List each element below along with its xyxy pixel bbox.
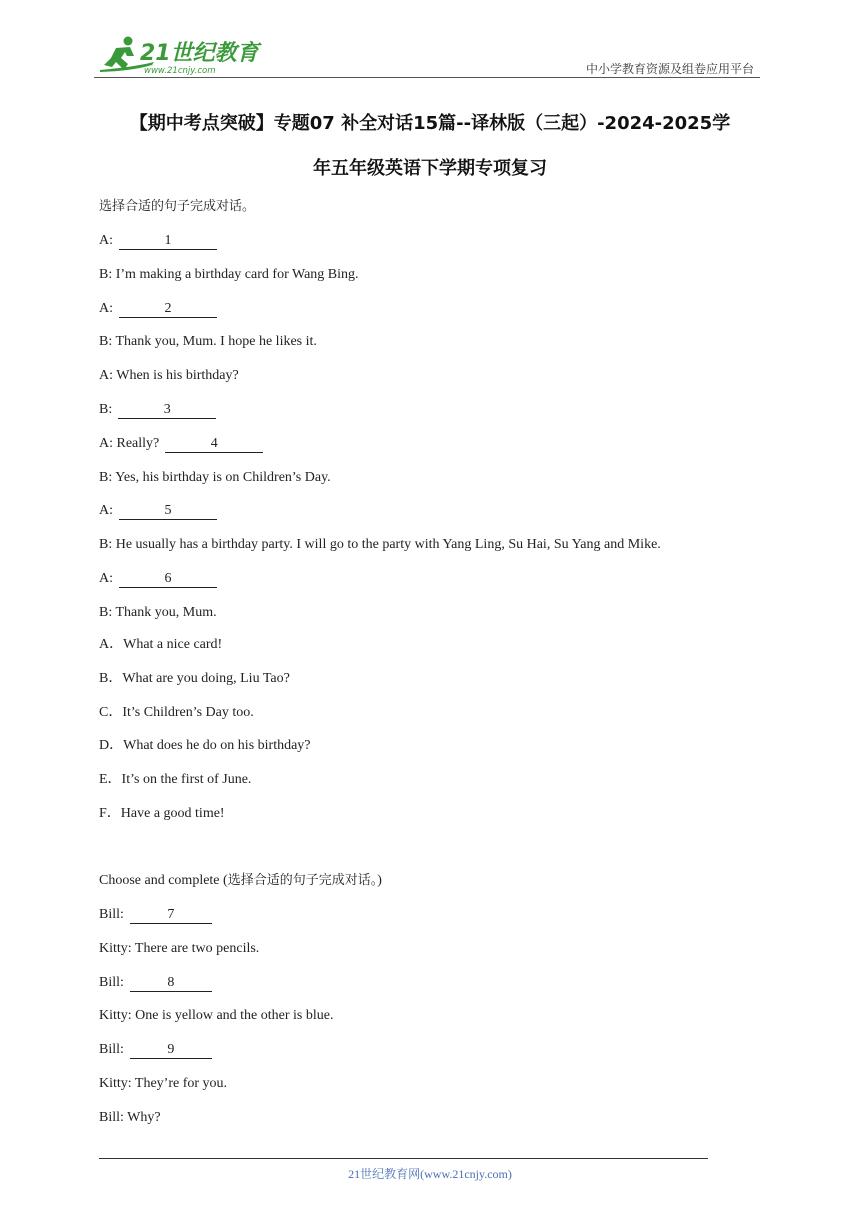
speaker-label: A:: [99, 435, 113, 451]
header-slogan: 中小学教育资源及组卷应用平台: [585, 62, 754, 76]
answer-option: E．It’s on the first of June.: [99, 772, 252, 788]
dialogue-line: [99, 1074, 227, 1094]
speaker-label: B:: [99, 604, 113, 620]
speaker-label: B:: [99, 402, 113, 417]
dialogue-line: [99, 1040, 212, 1060]
answer-option: A．What a nice card!: [99, 637, 223, 652]
answer-option: B．What are you doing, Liu Tao?: [99, 670, 290, 686]
dialogue-line: [99, 434, 263, 454]
dialogue-text: He usually has a birthday party. I will go to the party with Yang Ling, Su Hai, Su Yang and Mike.: [112, 537, 661, 553]
answer-option: D．What does he do on his birthday?: [99, 738, 311, 754]
dialogue-line: [99, 299, 217, 319]
dialogue-text: There are two pencils.: [131, 940, 260, 956]
speaker-label: B:: [99, 334, 113, 350]
dialogue-text: One is yellow and the other is blue.: [131, 1008, 334, 1024]
dialogue-line: [99, 468, 331, 488]
dialogue-text: They’re for you.: [131, 1076, 228, 1091]
speaker-label: A:: [99, 368, 113, 384]
answer-blank[interactable]: 2: [119, 301, 217, 318]
section1-instruction: 选择合适的句子完成对话。: [99, 199, 256, 214]
answer-option: F．Have a good time!: [99, 806, 225, 821]
dialogue-text: Thank you, Mum.: [112, 604, 217, 620]
dialogue-line: [99, 231, 217, 251]
page-title-line-1: 【期中考点突破】专题07 补全对话15篇--译林版（三起）-2024-2025学: [129, 113, 731, 134]
answer-blank[interactable]: 4: [165, 436, 263, 453]
speaker-label: A:: [99, 503, 113, 519]
site-logo: [94, 34, 264, 76]
dialogue-line: [99, 939, 259, 959]
dialogue-text: Why?: [123, 1109, 161, 1125]
header-divider: [94, 77, 760, 78]
answer-blank[interactable]: 6: [119, 571, 217, 588]
dialogue-line: [99, 535, 661, 555]
speaker-label: Bill:: [99, 1109, 124, 1125]
speaker-label: B:: [99, 469, 113, 485]
dialogue-line: [99, 1108, 161, 1128]
dialogue-line: [99, 905, 212, 925]
speaker-label: Kitty:: [99, 940, 132, 956]
answer-blank[interactable]: 5: [119, 503, 217, 520]
answer-blank[interactable]: 9: [130, 1042, 212, 1059]
answer-blank[interactable]: 3: [118, 402, 216, 419]
dialogue-line: [99, 569, 217, 589]
speaker-label: Bill:: [99, 907, 124, 922]
dialogue-line: [99, 400, 216, 420]
speaker-label: B:: [99, 537, 113, 553]
speaker-label: Bill:: [99, 1042, 124, 1058]
dialogue-line: [99, 973, 212, 993]
dialogue-text: I’m making a birthday card for Wang Bing.: [112, 266, 359, 282]
speaker-label: Kitty:: [99, 1008, 132, 1024]
speaker-label: A:: [99, 300, 113, 316]
dialogue-line: [99, 603, 217, 623]
dialogue-line: [99, 501, 217, 521]
dialogue-text: Yes, his birthday is on Children’s Day.: [112, 469, 331, 485]
dialogue-line: [99, 1006, 333, 1026]
answer-blank[interactable]: 7: [130, 907, 212, 924]
page-title-line-2: 年五年级英语下学期专项复习: [313, 158, 547, 179]
speaker-label: Bill:: [99, 974, 124, 990]
section2-instruction: Choose and complete (选择合适的句子完成对话。): [99, 873, 382, 888]
dialogue-text: When is his birthday?: [113, 368, 239, 384]
footer-text: 21世纪教育网(www.21cnjy.com): [348, 1167, 512, 1181]
dialogue-text: Thank you, Mum. I hope he likes it.: [112, 334, 317, 350]
speaker-label: A:: [99, 571, 113, 586]
speaker-label: B:: [99, 266, 113, 282]
speaker-label: A:: [99, 233, 113, 248]
logo-url: www.21cnjy.com: [144, 66, 216, 76]
logo-text: 21世纪教育: [140, 41, 259, 66]
answer-option: C．It’s Children’s Day too.: [99, 704, 254, 720]
answer-blank[interactable]: 8: [130, 975, 212, 992]
dialogue-line: [99, 265, 359, 285]
dialogue-line: [99, 366, 239, 386]
footer-divider: [99, 1158, 708, 1159]
answer-blank[interactable]: 1: [119, 233, 217, 250]
dialogue-text: Really?: [113, 435, 160, 451]
dialogue-line: [99, 332, 317, 352]
speaker-label: Kitty:: [99, 1076, 132, 1091]
page-header: [94, 30, 760, 78]
